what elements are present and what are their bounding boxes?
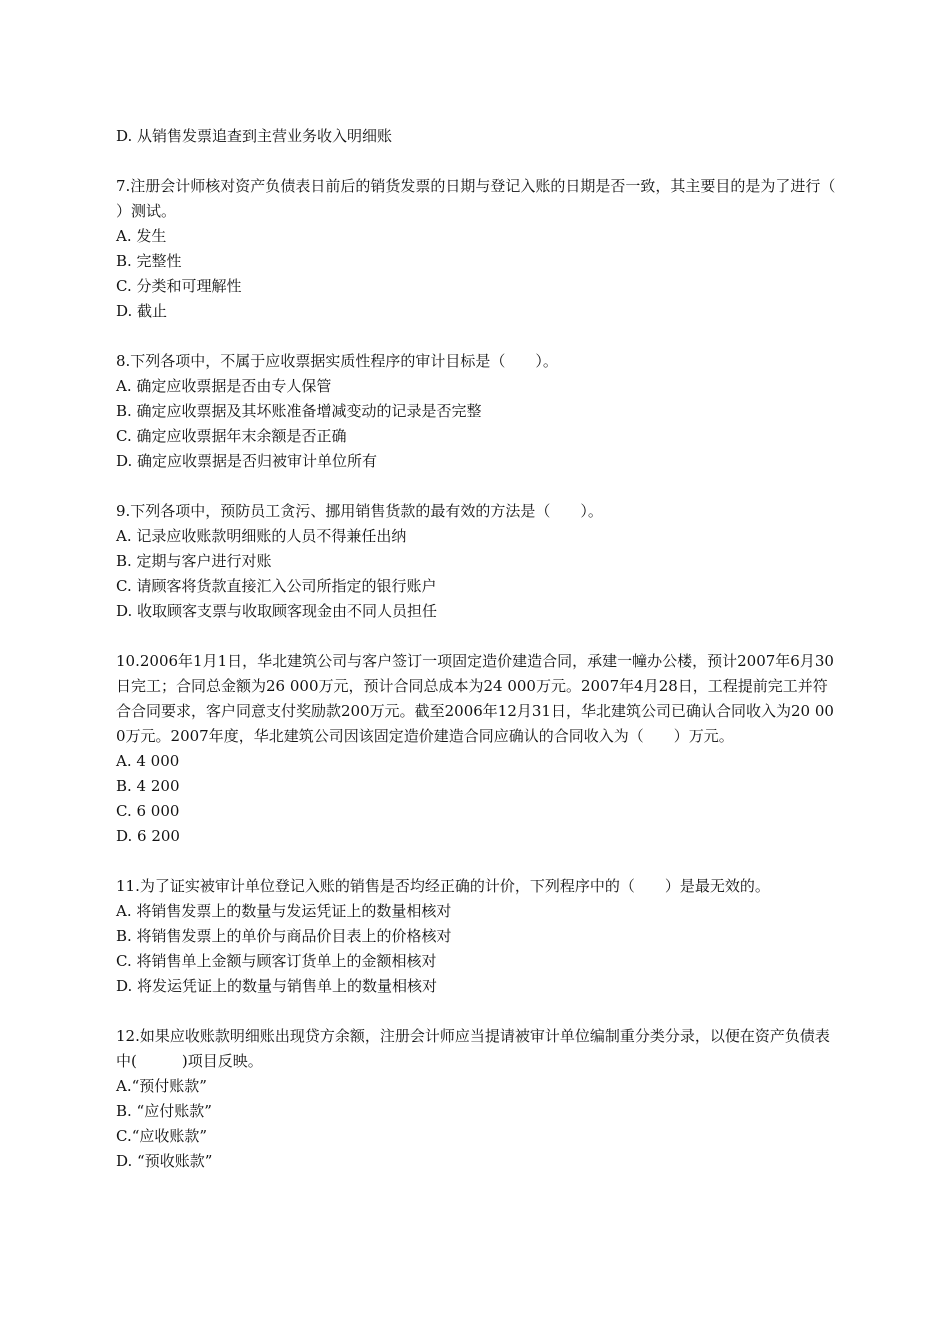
option-b: B. 完整性 [116, 252, 182, 270]
option-a: A. 发生 [116, 227, 167, 245]
question-stem: 12.如果应收账款明细账出现贷方余额，注册会计师应当提请被审计单位编制重分类分录，以便在资产负债表中( )项目反映。 [116, 1027, 830, 1070]
option-b: B. 确定应收票据及其坏账准备增减变动的记录是否完整 [116, 402, 482, 420]
option-b: B. “应付账款” [116, 1102, 212, 1120]
option-d: D. 6 200 [116, 827, 180, 845]
option-d: D. 收取顾客支票与收取顾客现金由不同人员担任 [116, 602, 438, 620]
option-d: D. 确定应收票据是否归被审计单位所有 [116, 452, 378, 470]
option-c: C. 分类和可理解性 [116, 277, 242, 295]
question-stem: 11.为了证实被审计单位登记入账的销售是否均经正确的计价，下列程序中的（ ）是最无效的。 [116, 877, 770, 895]
question-7 [116, 174, 866, 324]
question-stem: 9.下列各项中，预防员工贪污、挪用销售货款的最有效的方法是（ ）。 [116, 502, 603, 520]
question-9 [116, 499, 838, 624]
question-stem: 10.2006年1月1日，华北建筑公司与客户签订一项固定造价建造合同，承建一幢办公楼，预计2007年6月30日完工；合同总金额为26 000万元，预计合同总成本为24 000万元。2007年4月28日，工程提前完工并符合合同要求，客户同意支付奖励款200万元。截至2006年12月31日，华北建筑公司已确认合同收入为20 000万元。2007年度，华北建筑公司因该固定造价建造合同应确认的合同收入为（ ）万元。 [116, 652, 834, 745]
option-a: A. 确定应收票据是否由专人保管 [116, 377, 332, 395]
intro-block [116, 124, 838, 149]
option-c: C. 将销售单上金额与顾客订货单上的金额相核对 [116, 952, 437, 970]
option-a: A. 记录应收账款明细账的人员不得兼任出纳 [116, 527, 407, 545]
option-b: B. 4 200 [116, 777, 180, 795]
question-stem: 8.下列各项中，不属于应收票据实质性程序的审计目标是（ ）。 [116, 352, 558, 370]
option-b: B. 定期与客户进行对账 [116, 552, 272, 570]
question-10 [116, 649, 838, 849]
option-a: A. 将销售发票上的数量与发运凭证上的数量相核对 [116, 902, 452, 920]
option-c: C.“应收账款” [116, 1127, 208, 1145]
intro-option-line: D. 从销售发票追查到主营业务收入明细账 [116, 127, 393, 145]
option-b: B. 将销售发票上的单价与商品价目表上的价格核对 [116, 927, 452, 945]
option-d: D. 将发运凭证上的数量与销售单上的数量相核对 [116, 977, 438, 995]
option-d: D. “预收账款” [116, 1152, 213, 1170]
question-11 [116, 874, 838, 999]
option-a: A.“预付账款” [116, 1077, 207, 1095]
option-c: C. 确定应收票据年末余额是否正确 [116, 427, 347, 445]
question-8 [116, 349, 838, 474]
question-12 [116, 1024, 838, 1174]
option-c: C. 6 000 [116, 802, 180, 820]
option-a: A. 4 000 [116, 752, 180, 770]
page-content [116, 124, 866, 1199]
option-d: D. 截止 [116, 302, 168, 320]
question-stem: 7.注册会计师核对资产负债表日前后的销货发票的日期与登记入账的日期是否一致，其主要目的是为了进行（ ）测试。 [116, 177, 866, 220]
option-c: C. 请顾客将货款直接汇入公司所指定的银行账户 [116, 577, 437, 595]
